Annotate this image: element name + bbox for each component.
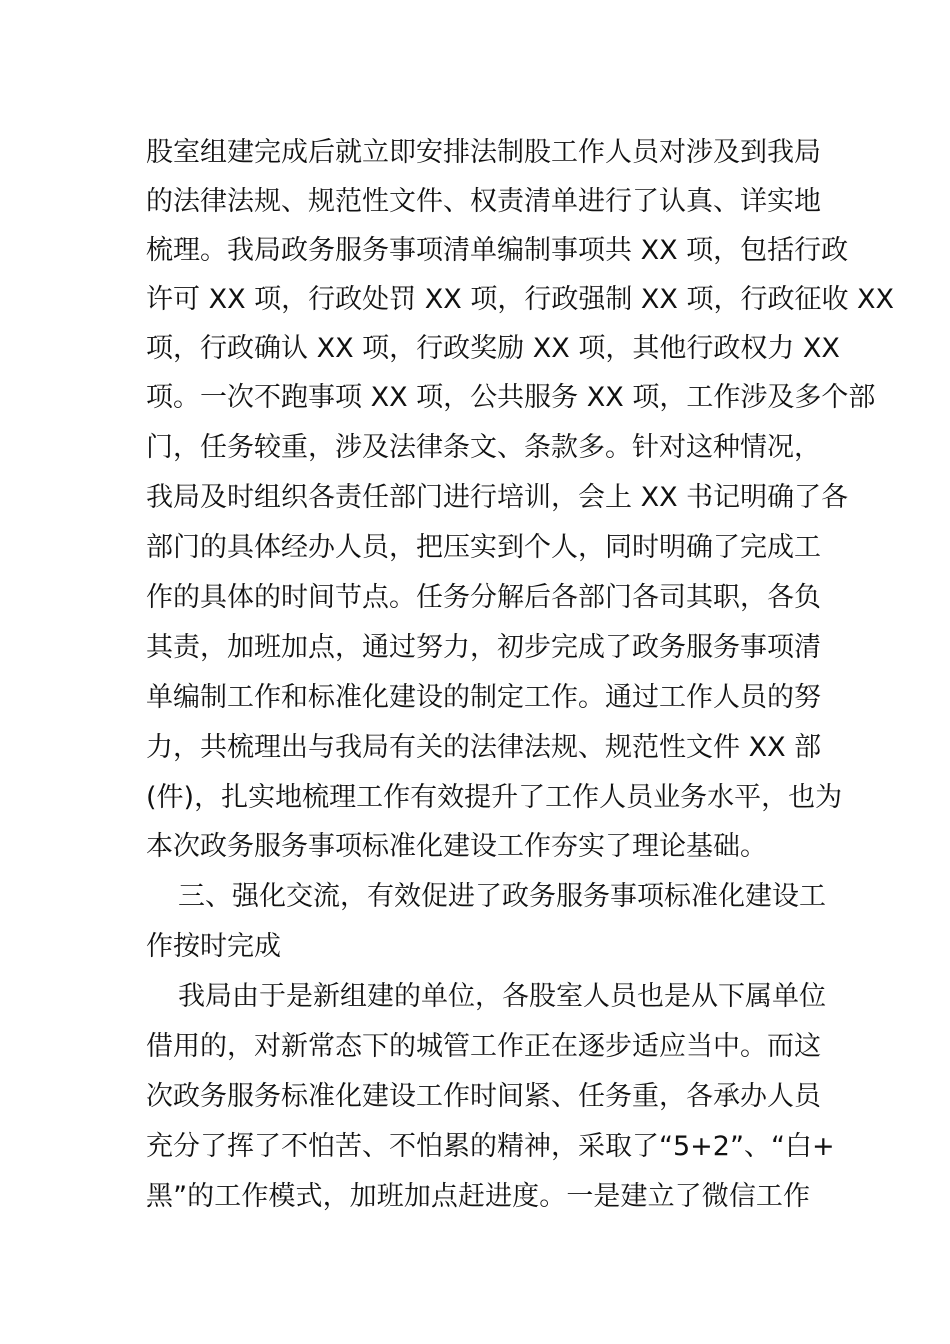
- text-line: (件)，扎实地梳理工作有效提升了工作人员业务水平，也为: [146, 782, 843, 813]
- text-line: 我局及时组织各责任部门进行培训，会上 XX 书记明确了各: [146, 482, 849, 513]
- text-line: 梳理。我局政务服务事项清单编制事项共 XX 项，包括行政: [146, 235, 849, 266]
- text-line: 单编制工作和标准化建设的制定工作。通过工作人员的努: [146, 682, 821, 713]
- text-line: 借用的，对新常态下的城管工作正在逐步适应当中。而这: [146, 1031, 821, 1062]
- text-line: 作的具体的时间节点。任务分解后各部门各司其职，各负: [146, 582, 821, 613]
- text-line: 其责，加班加点，通过努力，初步完成了政务服务事项清: [146, 632, 821, 663]
- text-line: 项，行政确认 XX 项，行政奖励 XX 项，其他行政权力 XX: [146, 333, 840, 364]
- text-line: 本次政务服务事项标准化建设工作夯实了理论基础。: [146, 831, 767, 862]
- section-heading: 三、强化交流，有效促进了政务服务事项标准化建设工: [178, 881, 826, 912]
- text-line: 力，共梳理出与我局有关的法律法规、规范性文件 XX 部: [146, 732, 822, 763]
- text-line: 充分了挥了不怕苦、不怕累的精神，采取了“5+2”、“白+: [146, 1131, 835, 1162]
- text-line: 次政务服务标准化建设工作时间紧、任务重，各承办人员: [146, 1081, 821, 1112]
- text-line: 的法律法规、规范性文件、权责清单进行了认真、详实地: [146, 186, 821, 217]
- text-line: 我局由于是新组建的单位，各股室人员也是从下属单位: [178, 981, 826, 1012]
- text-line: 黑”的工作模式，加班加点赶进度。一是建立了微信工作: [146, 1181, 810, 1212]
- text-line: 股室组建完成后就立即安排法制股工作人员对涉及到我局: [146, 137, 821, 168]
- text-line: 门，任务较重，涉及法律条文、条款多。针对这种情况，: [146, 432, 821, 463]
- section-heading-continued: 作按时完成: [146, 931, 281, 962]
- text-line: 部门的具体经办人员，把压实到个人，同时明确了完成工: [146, 532, 821, 563]
- text-line: 项。一次不跑事项 XX 项，公共服务 XX 项，工作涉及多个部: [146, 382, 876, 413]
- text-line: 许可 XX 项，行政处罚 XX 项，行政强制 XX 项，行政征收 XX: [146, 284, 895, 315]
